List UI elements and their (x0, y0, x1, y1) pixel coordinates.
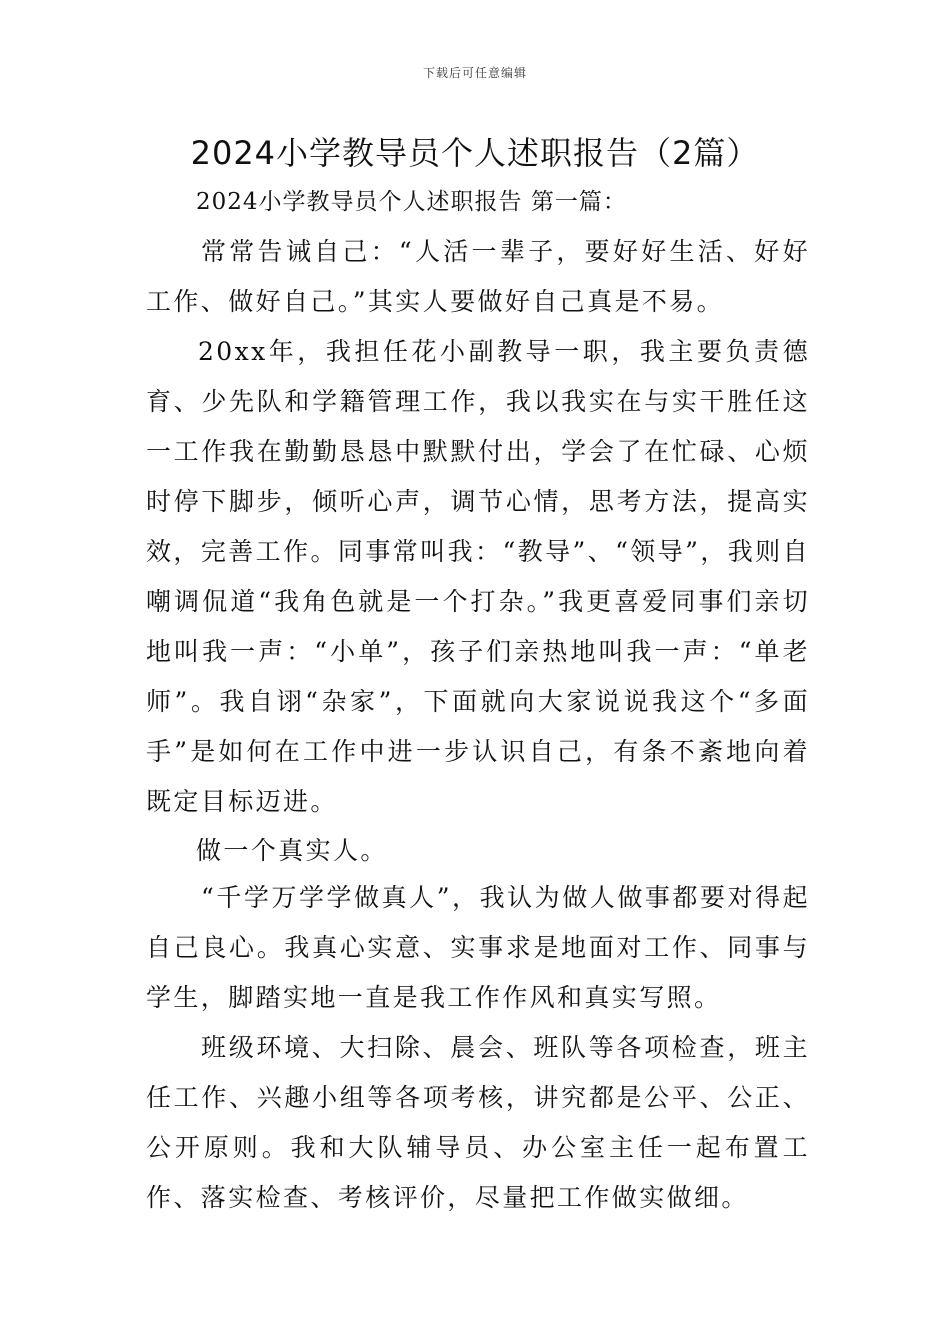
paragraph: “千学万学学做真人”，我认为做人做事都要对得起自己良心。我真心实意、实事求是地面对工作、同事与学生，脚踏实地一直是我工作作风和真实写照。 (146, 883, 810, 1012)
paragraph: 20xx年，我担任花小副教导一职，我主要负责德育、少先队和学籍管理工作，我以我实在与实干胜任这一工作我在勤勤恳恳中默默付出，学会了在忙碌、心烦时停下脚步，倾听心声，调节心情，思考方法，提高实效，完善工作。同事常叫我：“教导”、“领导”，我则自嘲调侃道“我角色就是一个打杂。”我更喜爱同事们亲切地叫我一声：“小单”，孩子们亲热地叫我一声：“单老师”。我自诩“杂家”，下面就向大家说说我这个“多面手”是如何在工作中进一步认识自己，有条不紊地向着既定目标迈进。 (146, 337, 810, 816)
paragraph: 常常告诫自己：“人活一辈子，要好好生活、好好工作、做好自己。”其实人要做好自己真是不易。 (146, 237, 810, 316)
paragraph-heading: 做一个真实人。 (196, 836, 388, 865)
paragraph: 班级环境、大扫除、晨会、班队等各项检查，班主任工作、兴趣小组等各项考核，讲究都是公平、公正、公开原则。我和大队辅导员、办公室主任一起布置工作、落实检查、考核评价，尽量把工作做实做细。 (146, 1033, 810, 1212)
header-note: 下载后可任意编辑 (422, 66, 527, 80)
section-subtitle: 2024小学教导员个人述职报告 第一篇： (196, 189, 627, 215)
document-title: 2024小学教导员个人述职报告（2篇） (190, 134, 760, 172)
